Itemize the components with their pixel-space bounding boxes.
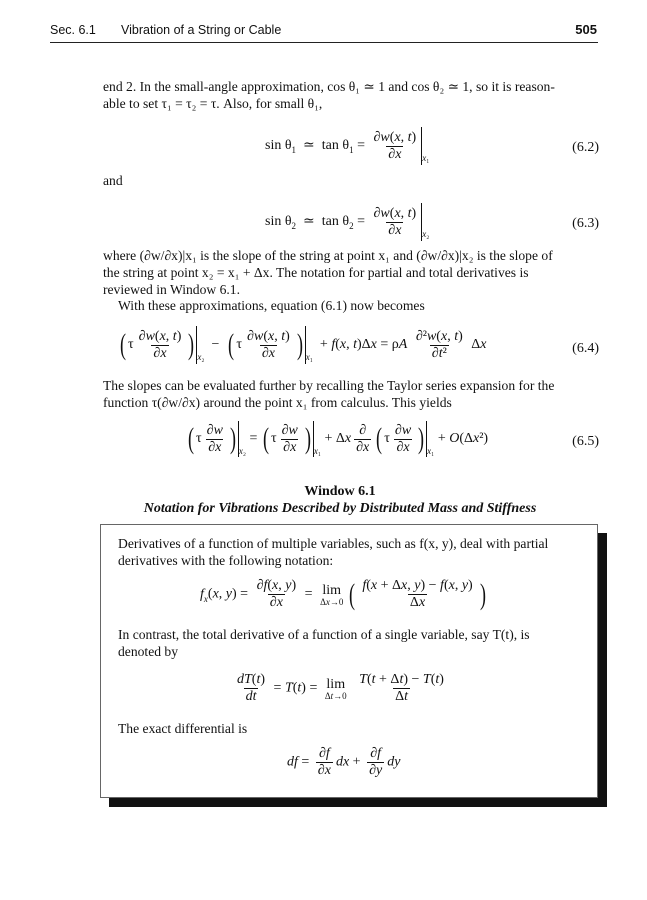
paragraph-2-line-2: the string at point x₂ = x₁ + Δx. The notation for partial and total derivatives is xyxy=(103,265,529,280)
partial-derivative-definition: $f_x(x$, y) = $\frac{\partial f(x, y)}{\partial x}$ = lim Δx→0 ( $\frac{f(x + \Delta x, y) - f(x, y)}{\Delta x}$ ) xyxy=(200,577,486,611)
window-text-2-line-1: In contrast, the total derivative of a function of a single variable, say T(t), is xyxy=(118,627,530,642)
paragraph-4-line-1: The slopes can be evaluated further by recalling the Taylor series expansion for the xyxy=(103,378,555,393)
total-derivative-definition: $\frac{dT(t)}{dt}$ = Ṫ(t) = lim Δt→0 $\frac{T(t + \Delta t) - T(t)}{\Delta t}$ xyxy=(237,672,444,704)
equation-6-2-number: (6.2) xyxy=(572,140,599,155)
equation-6-3-number: (6.3) xyxy=(572,216,599,231)
paragraph-2-line-3: reviewed in Window 6.1. xyxy=(103,282,240,297)
chapter-title: Vibration of a String or Cable xyxy=(121,23,282,37)
window-subtitle: Notation for Vibrations Described by Distributed Mass and Stiffness xyxy=(143,501,537,516)
window-title: Window 6.1 xyxy=(304,484,376,499)
paragraph-2-line-1: where (∂w/∂x)|x₁ is the slope of the string at point x₁ and (∂w/∂x)|x₂ is the slope of xyxy=(103,248,553,263)
equation-6-4-number: (6.4) xyxy=(572,341,599,356)
window-text-2-line-2: denoted by xyxy=(118,644,179,659)
paragraph-1-line-1: end 2. In the small-angle approximation, cos θ₁ ≃ 1 and cos θ₂ ≃ 1, so it is reason- xyxy=(103,79,555,94)
window-text-3: The exact differential is xyxy=(118,721,248,736)
and-text: and xyxy=(103,173,123,188)
page-number: 505 xyxy=(575,22,597,37)
equation-6-5-number: (6.5) xyxy=(572,434,599,449)
section-label: Sec. 6.1 xyxy=(50,23,96,37)
equation-6-4: ( τ $\frac{\partial w(x, t)}{\partial x}$ ) $_{x_2}$ − ( τ $\frac{\partial w(x, t)}{\partial x}$ ) $_{x_1}$ + f(x, t)Δx = ρA $\frac{\text{∂²w(x, t)}}{\text{∂t²}}$ Δx xyxy=(120,328,487,363)
header-rule xyxy=(50,42,598,43)
window-text-1-line-1: Derivatives of a function of multiple variables, such as f(x, y), deal with partial xyxy=(118,536,549,551)
paragraph-4-line-2: function τ(∂w/∂x) around the point x₁ from calculus. This yields xyxy=(103,395,452,410)
paragraph-1-line-2: able to set τ₁ = τ₂ = τ. Also, for small θ₁, xyxy=(103,96,323,111)
exact-differential: df = $\frac{\partial f}{\partial x}$ dx + $\frac{\partial f}{\partial y}$ dy xyxy=(287,746,401,778)
equation-6-2: $\sin \theta_1$ ≃ $\tan \theta_1$ = $\frac{\partial w(x, t)}{\partial x}$ $_{x_1}$ xyxy=(265,127,429,165)
equation-6-5: ( τ $\frac{\partial w}{\partial x}$ ) $_{x_2}$ = ( τ $\frac{\partial w}{\partial x}$ ) $_{x_1}$ + Δx $\frac{\partial}{\partial x}$ ( τ $\frac{\partial w}{\partial x}$ ) $_{x_1}$ + O(Δx²) xyxy=(188,422,489,457)
window-text-1-line-2: derivatives with the following notation: xyxy=(118,553,334,568)
paragraph-3: With these approximations, equation (6.1) now becomes xyxy=(118,298,425,313)
equation-6-3: $\sin \theta_2$ ≃ $\tan \theta_2$ = $\frac{\partial w(x, t)}{\partial x}$ $_{x_2}$ xyxy=(265,203,429,241)
